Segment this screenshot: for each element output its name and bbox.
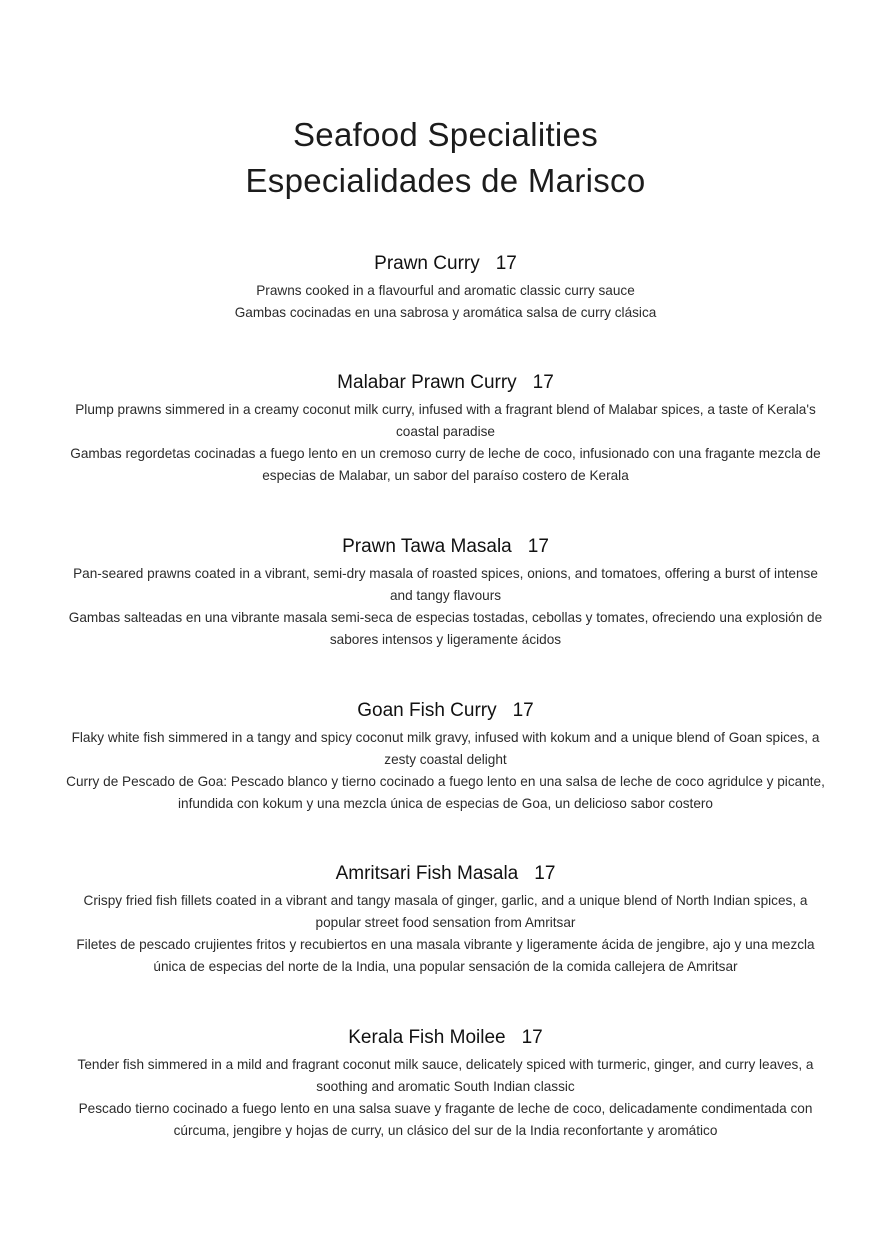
dish-name: Prawn Curry <box>374 253 480 274</box>
dish-name: Amritsari Fish Masala <box>335 863 519 884</box>
dish-heading <box>60 371 831 395</box>
dish-price: 17 <box>527 536 549 557</box>
dish-description-spanish: Gambas salteadas en una vibrante masala semi-seca de especias tostadas, cebollas y tomates, ofreciendo una explosión de sabores intensos y ligeramente ácidos <box>68 610 823 647</box>
dish-description-english: Tender fish simmered in a mild and fragrant coconut milk sauce, delicately spiced with turmeric, ginger, and curry leaves, a soothing and aromatic South Indian classic <box>77 1057 814 1094</box>
dish-description-english: Crispy fried fish fillets coated in a vibrant and tangy masala of ginger, garlic, and a unique blend of North Indian spices, a popular street food sensation from Amritsar <box>83 893 808 930</box>
dish-prawn-curry <box>60 252 831 324</box>
dish-description-spanish: Pescado tierno cocinado a fuego lento en una salsa suave y fragante de leche de coco, delicadamente condimentada con cúrcuma, jengibre y hojas de curry, un clásico del sur de la India reconfortante y aromático <box>78 1101 813 1138</box>
dish-description-spanish: Gambas regordetas cocinadas a fuego lento en un cremoso curry de leche de coco, infusionado con una fragante mezcla de especias de Malabar, un sabor del paraíso costero de Kerala <box>70 446 821 483</box>
dish-heading <box>60 862 831 886</box>
dish-prawn-tawa-masala <box>60 535 831 651</box>
dish-amritsari-fish-masala <box>60 862 831 978</box>
dish-price: 17 <box>512 700 534 721</box>
dish-price: 17 <box>532 372 554 393</box>
dish-malabar-prawn-curry <box>60 371 831 487</box>
dish-heading <box>60 699 831 723</box>
menu-title-block <box>0 112 891 204</box>
dish-name: Malabar Prawn Curry <box>337 372 517 393</box>
dish-heading <box>60 252 831 276</box>
dish-price: 17 <box>534 863 556 884</box>
page-title-english: Seafood Specialities <box>292 116 599 153</box>
dish-kerala-fish-moilee <box>60 1026 831 1142</box>
dish-name: Goan Fish Curry <box>357 700 497 721</box>
dish-description-english: Plump prawns simmered in a creamy coconut milk curry, infused with a fragrant blend of Malabar spices, a taste of Kerala's coastal paradise <box>75 402 816 439</box>
dish-name: Prawn Tawa Masala <box>342 536 512 557</box>
dish-heading <box>60 535 831 559</box>
dish-description-spanish: Gambas cocinadas en una sabrosa y aromática salsa de curry clásica <box>234 305 657 320</box>
dish-description-english: Flaky white fish simmered in a tangy and spicy coconut milk gravy, infused with kokum and a unique blend of Goan spices, a zesty coastal delight <box>71 730 820 767</box>
dish-price: 17 <box>521 1027 543 1048</box>
dish-name: Kerala Fish Moilee <box>348 1027 506 1048</box>
dish-description-spanish: Curry de Pescado de Goa: Pescado blanco y tierno cocinado a fuego lento en una salsa de leche de coco agridulce y picante, infundida con kokum y una mezcla única de especias de Goa, un delicioso sabor costero <box>66 774 825 811</box>
dish-price: 17 <box>495 253 517 274</box>
dish-description-english: Prawns cooked in a flavourful and aromatic classic curry sauce <box>256 283 635 298</box>
dish-goan-fish-curry <box>60 699 831 815</box>
dish-heading <box>60 1026 831 1050</box>
dish-description-english: Pan-seared prawns coated in a vibrant, semi-dry masala of roasted spices, onions, and tomatoes, offering a burst of intense and tangy flavours <box>73 566 818 603</box>
dish-description-spanish: Filetes de pescado crujientes fritos y recubiertos en una masala vibrante y ligeramente ácida de jengibre, ajo y una mezcla única de especias del norte de la India, una popular sensación de la comida callejera de Amritsar <box>76 937 815 974</box>
page-title-spanish: Especialidades de Marisco <box>245 162 646 199</box>
